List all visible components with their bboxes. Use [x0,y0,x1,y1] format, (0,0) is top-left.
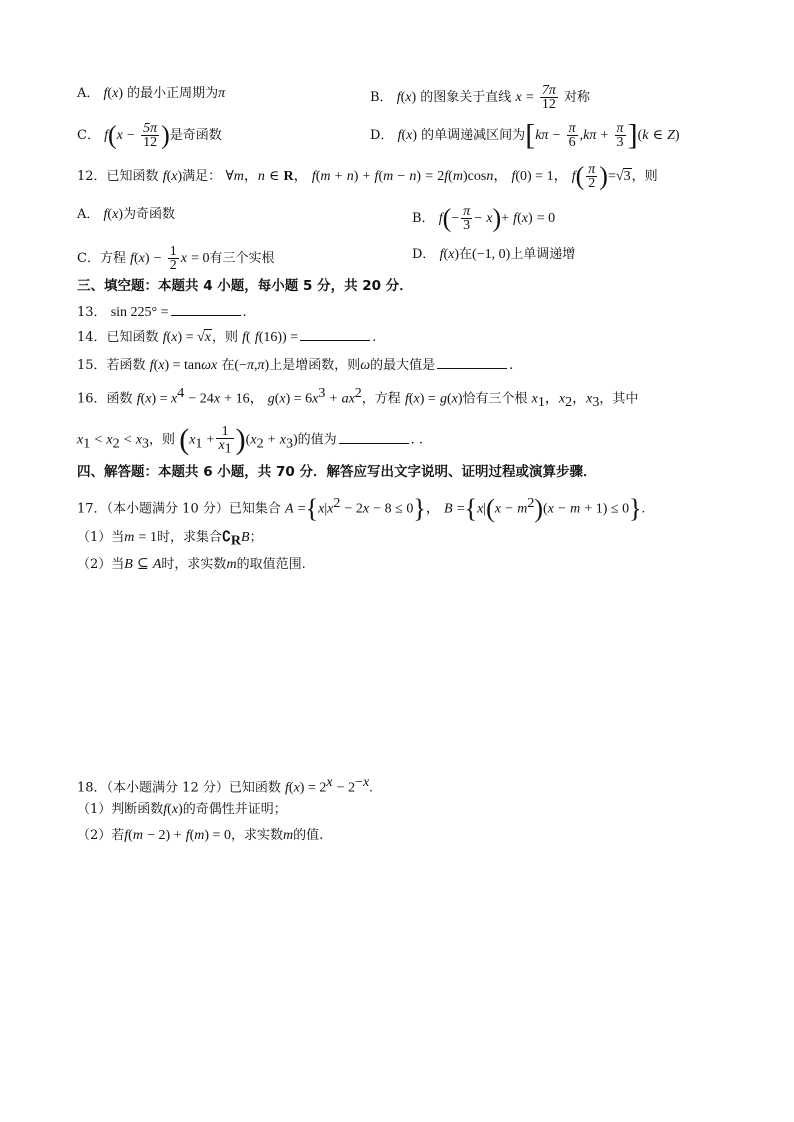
option-text: 有三个实根 [209,251,275,266]
part-text: 时，求集合 [156,530,222,545]
part-text: （1）当 [77,530,125,545]
part-text: （2）若 [77,828,125,843]
question-number: 18． [77,780,107,796]
answer-blank[interactable] [437,354,507,369]
option-letter: B． [412,211,435,226]
option-text: 方程 [99,251,126,266]
option-letter: D． [370,128,394,143]
option-text: 对称 [564,90,591,105]
q12-option-c: C．方程 f(x) − $\frac{1}{2}$ x = 0有三个实根 [77,244,275,273]
option-text: 在 [459,247,473,262]
question-number: 16． [77,391,107,407]
q16-line1: 16．函数 $f(x) = x^4 - 24x + 16$， $g(x) = 6x^3 + ax^2$，方程 f(x) = g(x)恰有三个根 $x_1$，$x_2$，$x_3$，其中 [77,386,639,410]
q17-part2: （2）当B ⊆ A时，求实数m的取值范围. [77,557,306,572]
option-text: 上单调递增 [510,247,576,262]
fraction: $\frac{5\pi}{12}$ [143,121,158,150]
q12-option-d: D． f(x)在(−1, 0)上单调递增 [412,247,576,262]
stem-text: 已知函数 [106,169,159,184]
stem-text: 若函数 [106,358,146,373]
q17-part1: （1）当m = 1时，求集合$∁_RB$； [77,530,263,549]
stem-text: 已知集合 [228,501,281,517]
fraction: $\frac{1}{x_1}$ [218,424,232,457]
fraction: $\frac{1}{2}$ [169,244,177,273]
option-text: 是奇函数 [169,128,222,143]
question-number: 12． [77,169,107,184]
q12-option-a: A． f(x)为奇函数 [77,207,175,222]
q18-part1: （1）判断函数f(x)的奇偶性并证明； [77,802,287,817]
q12-option-b: B． f(− $\frac{\pi}{3}$ − x)+ f(x) = 0 [412,203,556,233]
fraction: $\frac{\pi}{3}$ [616,121,624,150]
stem-text: 恰有三个根 [462,391,528,407]
option-text: 为奇函数 [122,207,175,222]
q11-option-b: B． f(x) 的图象关于直线 x = $\frac{7\pi}{12}$ 对称 [370,83,591,112]
stem-text: ，则 [149,432,176,448]
stem-text: 的值为 [297,432,337,448]
part-text: （1）判断函数 [77,802,164,817]
part-text: 时，求实数 [161,557,227,572]
stem-text: 满足： [182,169,222,184]
score-note: （本小题满分 12 分） [106,780,229,796]
q12-stem: 12．已知函数 f(x)满足： ∀m，n ∈ R， f(m + n) + f(m − n) = 2f(m)cosn， f(0) = 1， f( $\frac{\pi}{2}$ )=√3，则 [77,161,658,191]
q14: 14．已知函数 f(x) = √x，则 f( f(16)) = . [77,326,376,348]
stem-text: 在 [221,358,235,373]
fraction: $\frac{7\pi}{12}$ [541,83,556,112]
fraction: $\frac{\pi}{2}$ [588,162,596,191]
math: f [103,86,108,101]
option-text: 的图象关于直线 [420,90,512,105]
option-letter: D． [412,247,436,262]
stem-text: 已知函数 [106,330,159,345]
q15: 15．若函数 f(x) = tanωx 在(−π,π)上是增函数，则ω的最大值是 . [77,354,513,376]
part-text: 的奇偶性并证明； [182,802,287,817]
stem-text: ，方程 [361,391,401,407]
score-note: （本小题满分 10 分） [106,501,229,517]
q16-line2: $x_1 < x_2 < x_3$，则 ($x_1$ + $\frac{1}{x_1}$ )$(x_2 + x_3)$的值为 . . [77,423,424,457]
option-letter: B． [370,90,393,105]
option-text: 的单调递减区间为 [421,128,526,143]
stem-text: 的最大值是 [370,358,436,373]
section-3-heading: 三、填空题：本题共 4 小题，每小题 5 分，共 20 分． [77,278,413,294]
q11-option-c: C． f(x − $\frac{5\pi}{12}$ )是奇函数 [77,120,222,150]
stem-text: ，则 [631,169,658,184]
q18-stem: 18．（本小题满分 12 分）已知函数 $f(x) = 2^x - 2^{-x}$. [77,775,373,796]
fraction: $\frac{\pi}{6}$ [568,121,576,150]
q18-part2: （2）若f(m − 2) + f(m) = 0，求实数m的值. [77,828,324,843]
q13: 13． sin 225° = . [77,301,247,323]
q11-option-d: D． f(x) 的单调递减区间为[kπ − $\frac{\pi}{6}$ ,kπ + $\frac{\pi}{3}$ ](k ∈ Z) [370,118,680,152]
q11-option-a: A． f(x) 的最小正周期为π [77,86,226,101]
option-letter: C． [77,251,100,266]
stem-text: 函数 [106,391,133,407]
option-text: 的最小正周期为 [127,86,219,101]
stem-text: 已知函数 [228,780,281,796]
option-letter: A． [77,86,100,101]
section-4-heading: 四、解答题：本题共 6 小题，共 70 分．解答应写出文字说明、证明过程或演算步骤． [77,464,597,480]
option-letter: C． [77,128,100,143]
option-letter: A． [77,207,100,222]
stem-text: ，其中 [599,391,639,407]
answer-blank[interactable] [339,429,409,444]
question-number: 14． [77,330,107,345]
answer-blank[interactable] [300,326,370,341]
part-text: ，求实数 [230,828,283,843]
question-number: 13． [77,305,107,320]
stem-text: ，则 [211,330,238,345]
q17-stem: 17．（本小题满分 10 分）已知集合 $A =\{x|x^2 - 2x - 8 \le 0\}$， $B =\{x|(x - m^2)(x - m + 1) \le 0\}$. [77,493,646,523]
question-number: 17． [77,501,107,517]
question-number: 15． [77,358,107,373]
part-text: 的值. [293,828,324,843]
fraction: $\frac{\pi}{3}$ [463,204,471,233]
stem-text: 上是增函数，则 [269,358,361,373]
part-text: （2）当 [77,557,125,572]
part-text: 的取值范围. [236,557,306,572]
answer-blank[interactable] [171,301,241,316]
